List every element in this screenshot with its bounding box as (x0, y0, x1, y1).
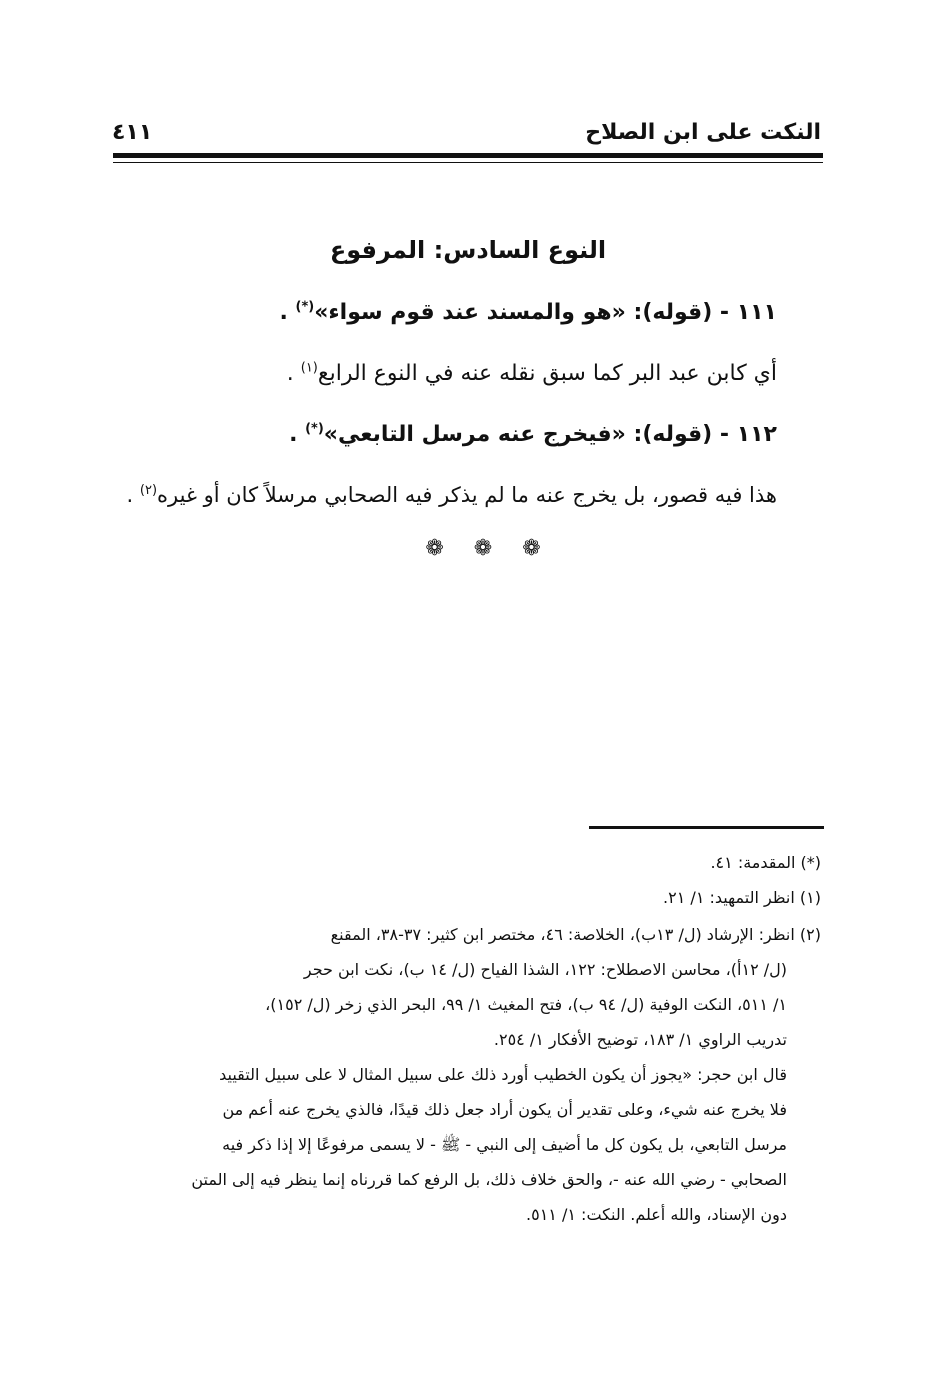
footnote-separator (589, 826, 824, 829)
header-rule-thick (113, 153, 823, 158)
entry-112-comment-text: هذا فيه قصور، بل يخرج عنه ما لم يذكر فيه الصحابي مرسلاً كان أو غيره (157, 483, 777, 507)
entry-112-quote (117, 422, 777, 447)
entry-111-comment-period: . (286, 361, 294, 386)
footnote-ref-1: (١) (300, 360, 318, 376)
entry-111-comment (117, 361, 777, 386)
entry-111-quote (117, 300, 777, 325)
footnote-2-line: الصحابي - رضي الله عنه -، والحق خلاف ذلك، بل الرفع كما قررناه إنما ينظر فيه إلى المتن (191, 1170, 787, 1189)
section-heading: النوع السادس: المرفوع (329, 236, 607, 264)
entry-112-comment-period: . (126, 483, 134, 507)
entry-111-comment-text: أي كابن عبد البر كما سبق نقله عنه في النوع الرابع (317, 361, 777, 386)
entry-112-period: . (289, 422, 298, 447)
header-rule-thin (113, 162, 823, 163)
section-end-ornaments: ❁❁❁ (425, 536, 571, 561)
footnote-1 (101, 880, 821, 915)
entry-111-period: . (279, 300, 288, 325)
footnote-2-line: (ل/ ١٢أ)، محاسن الاصطلاح: ١٢٢، الشذا الفياح (ل/ ١٤ ب)، نكت ابن حجر (303, 960, 787, 979)
footnote-ref-star: (*) (295, 299, 315, 315)
entry-111-text: ١١١ - (قوله): «هو والمسند عند قوم سواء» (314, 300, 777, 325)
footnote-ref-2: (٢) (139, 483, 158, 498)
footnote-2-line: (٢) انظر: الإرشاد (ل/ ١٣ب)، الخلاصة: ٤٦، مختصر ابن كثير: ٣٧-٣٨، المقنع (330, 925, 821, 944)
footnote-2-line: دون الإسناد، والله أعلم. النكت: ١/ ٥١١. (526, 1205, 787, 1224)
footnote-1-text: (١) انظر التمهيد: ١/ ٢١. (663, 888, 821, 907)
entry-112-text: ١١٢ - (قوله): «فيخرج عنه مرسل التابعي» (323, 422, 777, 447)
footnote-2-line: تدريب الراوي ١/ ١٨٣، توضيح الأفكار ١/ ٢٥٤. (493, 1030, 787, 1049)
footnote-star (101, 845, 821, 880)
footnote-2-line: مرسل التابعي، بل يكون كل ما أضيف إلى النبي - ﷺ - لا يسمى مرفوعًا إلا إذا ذكر فيه (222, 1135, 787, 1154)
footnote-2-line: ١/ ٥١١، النكت الوفية (ل/ ٩٤ ب)، فتح المغيث ١/ ٩٩، البحر الذي زخر (ل/ ١٥٢)، (265, 995, 787, 1014)
running-header-title: النكت على ابن الصلاح (585, 120, 821, 145)
footnote-star-text: (*) المقدمة: ٤١. (710, 853, 821, 872)
footnote-ref-star-2: (*) (305, 421, 324, 437)
footnote-2-line: فلا يخرج عنه شيء، وعلى تقدير أن يكون أراد جعل ذلك قيدًا، فالذي يخرج عنه أعم من (222, 1100, 787, 1119)
footnote-2 (101, 917, 821, 1232)
page-number: ٤١١ (112, 120, 153, 145)
footnote-2-line: قال ابن حجر: «يجوز أن يكون الخطيب أورد ذلك على سبيل المثال لا على سبيل التقييد (219, 1065, 787, 1084)
entry-112-comment (117, 483, 777, 507)
